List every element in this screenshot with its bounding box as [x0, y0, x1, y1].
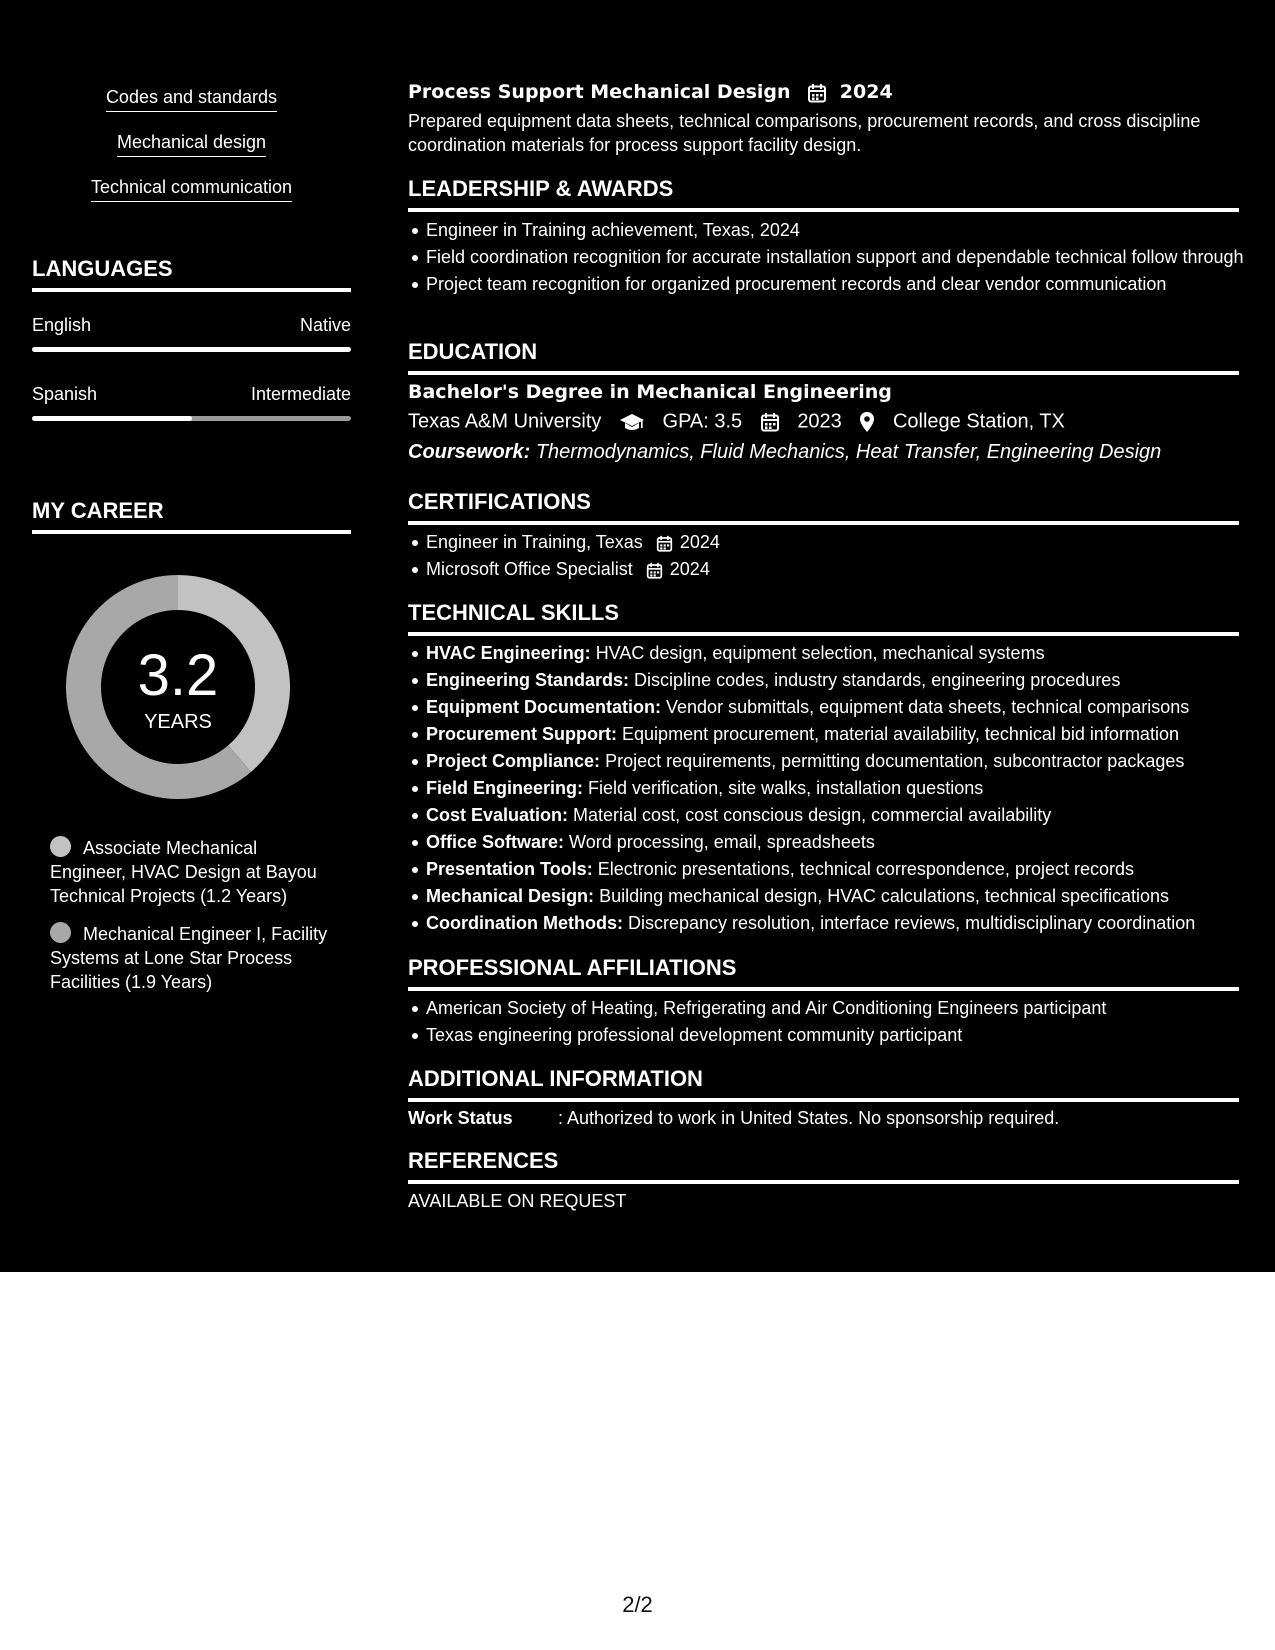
education-heading: EDUCATION	[408, 339, 1239, 375]
technical-skills-heading: TECHNICAL SKILLS	[408, 600, 1239, 636]
gpa: GPA: 3.5	[662, 410, 743, 433]
skill-label: Project Compliance:	[426, 751, 601, 771]
certifications-heading: CERTIFICATIONS	[408, 489, 1239, 525]
certifications-list	[408, 530, 1257, 584]
language-proficiency-bar	[32, 347, 351, 352]
skill-label: HVAC Engineering:	[426, 643, 591, 663]
career-donut-chart	[66, 575, 290, 799]
leadership-list	[408, 218, 1257, 299]
language-proficiency-fill	[32, 347, 351, 352]
work-status-label: Work Status	[408, 1108, 513, 1128]
skill-text: Building mechanical design, HVAC calculations, technical specifications	[599, 886, 1170, 906]
certification-name: Microsoft Office Specialist	[426, 559, 633, 579]
school-name: Texas A&M University	[408, 410, 602, 433]
skill-text: HVAC design, equipment selection, mechanical systems	[595, 643, 1045, 663]
work-status-value: : Authorized to work in United States. No sponsorship required.	[558, 1108, 1060, 1128]
skill-label: Engineering Standards:	[426, 670, 630, 690]
leadership-heading: LEADERSHIP & AWARDS	[408, 176, 1239, 212]
career-total-value: 3.2	[137, 643, 219, 708]
skill-text: Discipline codes, industry standards, engineering procedures	[634, 670, 1121, 690]
calendar-icon	[807, 83, 827, 103]
language-name: Spanish	[32, 384, 98, 404]
list-item	[426, 803, 1257, 827]
main-content	[408, 0, 1244, 1272]
language-name: English	[32, 315, 92, 335]
project-title-row	[408, 80, 893, 104]
project-description: Prepared equipment data sheets, technical comparisons, procurement records, and cross discipline coordination materials for process support facility design.	[408, 111, 1201, 155]
certification-year: 2024	[669, 559, 710, 579]
graduation-year: 2023	[797, 410, 842, 433]
skill-label: Coordination Methods:	[426, 913, 623, 933]
affiliations-list	[408, 996, 1257, 1050]
languages-heading: LANGUAGES	[32, 256, 351, 292]
technical-skills-list	[408, 641, 1257, 938]
list-item	[426, 749, 1257, 773]
skill-label: Cost Evaluation:	[426, 805, 569, 825]
page-number: 2/2	[622, 1592, 653, 1617]
skill-link[interactable]: Mechanical design	[117, 129, 266, 157]
career-total-unit: YEARS	[144, 711, 212, 733]
calendar-icon	[656, 535, 673, 552]
list-item	[426, 884, 1257, 908]
skill-label: Equipment Documentation:	[426, 697, 661, 717]
language-level: Native	[299, 315, 351, 335]
list-item	[426, 857, 1257, 881]
school-location: College Station, TX	[892, 410, 1065, 433]
career-item-text: Mechanical Engineer I, Facility Systems at Lone Star Process Facilities (1.9 Years)	[50, 924, 328, 992]
language-proficiency-fill	[32, 416, 192, 421]
list-item: Engineer in Training achievement, Texas, 2024	[426, 218, 1257, 242]
affiliations-heading: PROFESSIONAL AFFILIATIONS	[408, 955, 1239, 991]
references-heading: REFERENCES	[408, 1148, 1239, 1184]
education-details	[408, 408, 1065, 435]
skill-text: Project requirements, permitting documentation, subcontractor packages	[605, 751, 1185, 771]
certification-name: Engineer in Training, Texas	[426, 532, 643, 552]
skill-text: Electronic presentations, technical correspondence, project records	[597, 859, 1134, 879]
skill-text: Word processing, email, spreadsheets	[569, 832, 875, 852]
project-year: 2024	[839, 81, 893, 103]
list-item: American Society of Heating, Refrigerating and Air Conditioning Engineers participant	[426, 996, 1257, 1020]
list-item	[426, 776, 1257, 800]
language-proficiency-bar	[32, 416, 351, 421]
career-heading: MY CAREER	[32, 498, 351, 534]
list-item: Project team recognition for organized procurement records and clear vendor communication	[426, 272, 1257, 296]
skill-text: Equipment procurement, material availability, technical bid information	[622, 724, 1179, 744]
coursework-text: Thermodynamics, Fluid Mechanics, Heat Transfer, Engineering Design	[535, 441, 1162, 463]
skill-link[interactable]: Technical communication	[91, 174, 292, 202]
references-text: AVAILABLE ON REQUEST	[408, 1191, 627, 1211]
skill-label: Procurement Support:	[426, 724, 618, 744]
language-level: Intermediate	[250, 384, 351, 404]
list-item	[426, 911, 1257, 935]
project-title: Process Support Mechanical Design	[408, 81, 791, 103]
skill-text: Discrepancy resolution, interface reviews, multidisciplinary coordination	[628, 913, 1196, 933]
list-item	[426, 557, 1257, 581]
list-item: Field coordination recognition for accurate installation support and dependable technical follow through	[426, 245, 1257, 269]
degree-title: Bachelor's Degree in Mechanical Engineering	[408, 381, 892, 403]
list-item	[426, 530, 1257, 554]
career-item	[50, 836, 335, 908]
career-item-text: Associate Mechanical Engineer, HVAC Design at Bayou Technical Projects (1.2 Years)	[50, 838, 317, 906]
skill-text: Field verification, site walks, installation questions	[588, 778, 984, 798]
skill-text: Vendor submittals, equipment data sheets, technical comparisons	[666, 697, 1190, 717]
sidebar	[32, 0, 351, 1272]
list-item	[426, 641, 1257, 665]
career-dot-icon	[50, 922, 71, 943]
location-pin-icon	[859, 411, 875, 433]
skills-list	[32, 84, 351, 219]
skill-label: Presentation Tools:	[426, 859, 593, 879]
skill-label: Field Engineering:	[426, 778, 584, 798]
skill-text: Material cost, cost conscious design, commercial availability	[573, 805, 1052, 825]
graduation-cap-icon	[619, 412, 645, 432]
career-dot-icon	[50, 836, 71, 857]
list-item	[426, 722, 1257, 746]
skill-label: Mechanical Design:	[426, 886, 595, 906]
calendar-icon	[760, 412, 780, 432]
list-item	[426, 830, 1257, 854]
coursework-label: Coursework:	[408, 441, 531, 463]
certification-year: 2024	[679, 532, 720, 552]
skill-link[interactable]: Codes and standards	[106, 84, 277, 112]
skill-label: Office Software:	[426, 832, 565, 852]
work-status-row	[408, 1106, 1059, 1130]
calendar-icon	[646, 562, 663, 579]
list-item: Texas engineering professional development community participant	[426, 1023, 1257, 1047]
career-item	[50, 922, 335, 994]
additional-info-heading: ADDITIONAL INFORMATION	[408, 1066, 1239, 1102]
list-item	[426, 668, 1257, 692]
coursework-row	[408, 439, 1161, 465]
list-item	[426, 695, 1257, 719]
